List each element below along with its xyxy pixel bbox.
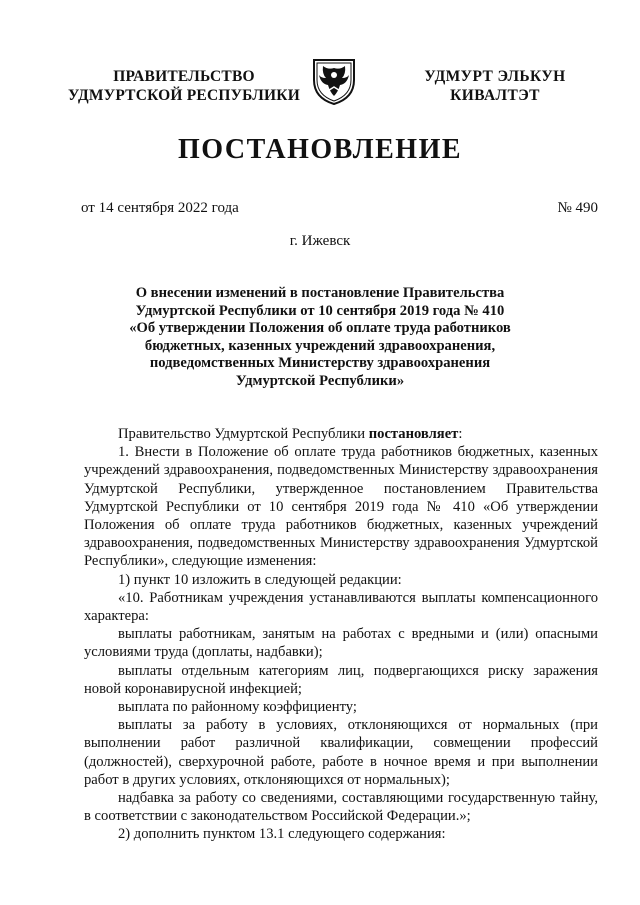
- intro-colon: :: [458, 426, 463, 442]
- body-paragraph: 1. Внести в Положение об оплате труда работников бюджетных, казенных учреждений здравоохранения, подведомственных Министерству здравоохранения Удмуртской Республики, утвержденное постановлением Правительства Удмуртской Республики от 10 сентября 2019 года № 410 «Об утверждении Положения об оплате труда работников бюджетных, казенных учреждений здравоохранения, подведомственных Министерству здравоохранения Удмуртской Республики», следующие изменения:: [84, 444, 598, 570]
- resolution-body: [84, 425, 598, 844]
- body-paragraph: выплаты отдельным категориям лиц, подвергающихся риску заражения новой коронавирусной инфекцией;: [84, 662, 598, 697]
- subject-line-2: Удмуртской Республики от 10 сентября 2019 года № 410: [135, 302, 505, 319]
- header-right-line-2: КИВАЛТЭТ: [450, 87, 540, 104]
- subject-line-6: Удмуртской Республики»: [235, 372, 405, 389]
- resolution-number: № 490: [557, 200, 598, 216]
- subject-line-1: О внесении изменений в постановление Правительства: [135, 285, 505, 301]
- subject-line-4: бюджетных, казенных учреждений здравоохранения,: [144, 337, 496, 354]
- body-paragraph: выплата по районному коэффициенту;: [118, 699, 357, 716]
- body-paragraph: надбавка за работу со сведениями, составляющими государственную тайну, в соответствии с законодательством Российской Федерации.»;: [84, 790, 598, 825]
- body-paragraph: «10. Работникам учреждения устанавливаются выплаты компенсационного характера:: [84, 589, 598, 625]
- resolution-date: от 14 сентября 2022 года: [81, 200, 239, 216]
- intro-text: Правительство Удмуртской Республики: [118, 426, 369, 442]
- body-paragraph: выплаты за работу в условиях, отклоняющихся от нормальных (при выполнении работ различной квалификации, совмещении профессий (должностей), сверхурочной работе, работе в ночное время и при выполнении работ в других условиях, отклоняющихся от нормальных);: [84, 717, 598, 788]
- resolution-subject: [100, 285, 540, 391]
- resolution-city: г. Ижевск: [289, 233, 351, 249]
- body-paragraph: выплаты работникам, занятым на работах с вредными и (или) опасными условиями труда (доплаты, надбавки);: [84, 626, 598, 661]
- header-right-government-name: [400, 67, 590, 105]
- header-right-line-1: УДМУРТ ЭЛЬКУН: [424, 68, 566, 85]
- subject-line-3: «Об утверждении Положения об оплате труда работников: [129, 320, 511, 337]
- intro-paragraph: [84, 425, 598, 443]
- header-left-line-2: УДМУРТСКОЙ РЕСПУБЛИКИ: [68, 87, 300, 104]
- document-title: ПОСТАНОВЛЕНИЕ: [177, 134, 463, 165]
- header-left-government-name: [68, 67, 300, 105]
- body-paragraph: 1) пункт 10 изложить в следующей редакции:: [118, 571, 402, 588]
- subject-line-5: подведомственных Министерству здравоохранения: [149, 355, 491, 372]
- header-left-line-1: ПРАВИТЕЛЬСТВО: [113, 68, 255, 85]
- intro-bold-verb: постановляет: [368, 426, 459, 442]
- udmurt-coat-of-arms-icon: [310, 54, 358, 106]
- body-paragraph: 2) дополнить пунктом 13.1 следующего содержания:: [118, 826, 446, 843]
